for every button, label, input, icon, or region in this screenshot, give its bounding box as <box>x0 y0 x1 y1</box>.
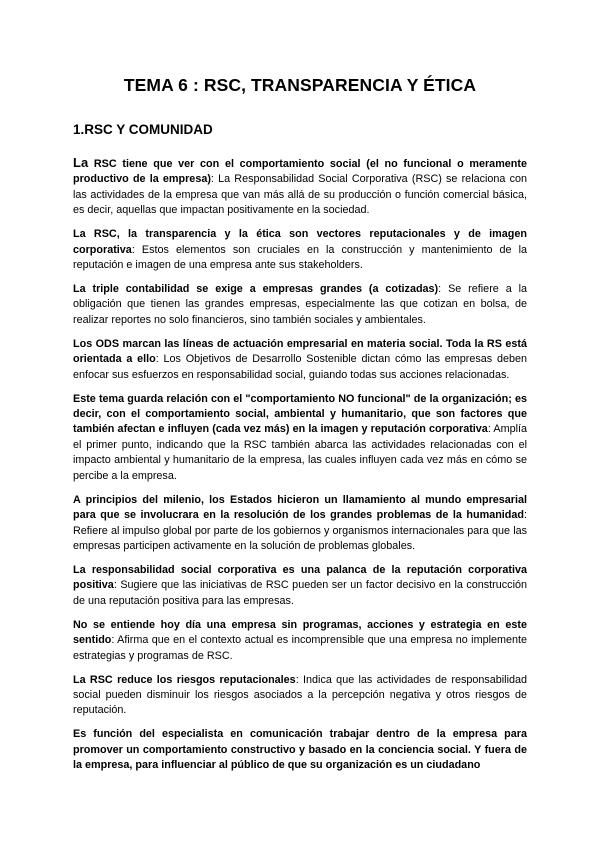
paragraph-ods <box>73 337 527 383</box>
paragraph-lead-rest: RSC tiene que ver con el comportamiento social (el no funcional o meramente productivo de la empresa) <box>73 158 527 186</box>
paragraph-comportamiento-no-funcional <box>73 392 527 484</box>
section-heading: 1.RSC Y COMUNIDAD <box>73 122 213 137</box>
paragraph-triple-contabilidad <box>73 282 527 328</box>
paragraph-vectores-reputacionales <box>73 227 527 273</box>
paragraph-especialista-comunicacion <box>73 727 527 773</box>
paragraph-body: : La Responsabilidad Social Corporativa (RSC) se relaciona con las actividades de la empresa que van más allá de su producción o función comercial básica, es decir, aquellas que impactan positivamente en la sociedad. <box>73 173 527 217</box>
paragraph-lead-initial: La <box>73 155 89 170</box>
paragraph-body: : Amplía el primer punto, indicando que la RSC también abarca las actividades relacionadas con el impacto ambiental y humanitario de la empresa, las cuales influyen cada vez más en cómo se percibe a la empresa. <box>73 423 528 482</box>
paragraph-body: : Sugiere que las iniciativas de RSC pueden ser un factor decisivo en la construcción de una reputación positiva para las empresas. <box>73 579 527 607</box>
paragraph-lead: Es función del especialista en comunicación trabajar dentro de la empresa para promover un comportamiento constructivo y basado en la conciencia social. Y fuera de la empresa, para influenciar al público de que su organización es un ciudadano <box>73 728 527 772</box>
paragraph-lead: Los ODS marcan las líneas de actuación empresarial en materia social. Toda la RS está orientada a ello <box>73 337 527 366</box>
section-content <box>73 155 527 782</box>
paragraph-lead: La triple contabilidad se exige a empresas grandes (a cotizadas) <box>73 283 439 296</box>
paragraph-body: : Se refiere a la obligación que tienen las grandes empresas, especialmente las que cotizan en bolsa, de realizar reportes no solo financieros, sino también sociales y ambientales. <box>73 283 528 326</box>
paragraph-palanca-reputacion <box>73 563 527 609</box>
paragraph-body: : Los Objetivos de Desarrollo Sostenible dictan cómo las empresas deben enfocar sus esfuerzos en responsabilidad social, guiando todas sus acciones relacionadas. <box>73 353 527 381</box>
paragraph-programas-estrategia <box>73 618 527 664</box>
paragraph-lead: A principios del milenio, los Estados hicieron un llamamiento al mundo empresarial para que se involucrara en la resolución de los grandes problemas de la humanidad <box>73 493 527 522</box>
paragraph-body: : Afirma que en el contexto actual es incomprensible que una empresa no implemente estrategias y programas de RSC. <box>73 634 527 662</box>
paragraph-lead: No se entiende hoy día una empresa sin programas, acciones y estrategia en este sentido <box>73 618 527 647</box>
paragraph-llamamiento-estados <box>73 493 527 555</box>
paragraph-lead: La responsabilidad social corporativa es una palanca de la reputación corporativa positiva <box>73 563 527 592</box>
paragraph-riesgos-reputacionales <box>73 673 527 719</box>
paragraph-lead: Este tema guarda relación con el "comportamiento NO funcional" de la organización; es decir, con el comportamiento social, ambiental y humanitario, que son factores que también afectan e influyen (cada vez más) en la imagen y reputación corporativa <box>73 392 527 436</box>
paragraph-body: : Refiere al impulso global por parte de los gobiernos y organismos internacionales para que las empresas participen activamente en la solución de problemas globales. <box>73 509 527 552</box>
paragraph-rsc-comportamiento-social <box>73 155 527 219</box>
page-title: TEMA 6 : RSC, TRANSPARENCIA Y ÉTICA <box>123 75 477 95</box>
paragraph-body: : Estos elementos son cruciales en la construcción y mantenimiento de la reputación e imagen de una empresa ante sus stakeholders. <box>73 243 527 272</box>
paragraph-lead: La RSC, la transparencia y la ética son vectores reputacionales y de imagen corporativa <box>73 228 527 256</box>
paragraph-lead: La RSC reduce los riesgos reputacionales <box>73 673 296 686</box>
paragraph-body: : Indica que las actividades de responsabilidad social pueden disminuir los riesgos asociados a la percepción negativa y otros riesgos de reputación. <box>73 673 527 717</box>
